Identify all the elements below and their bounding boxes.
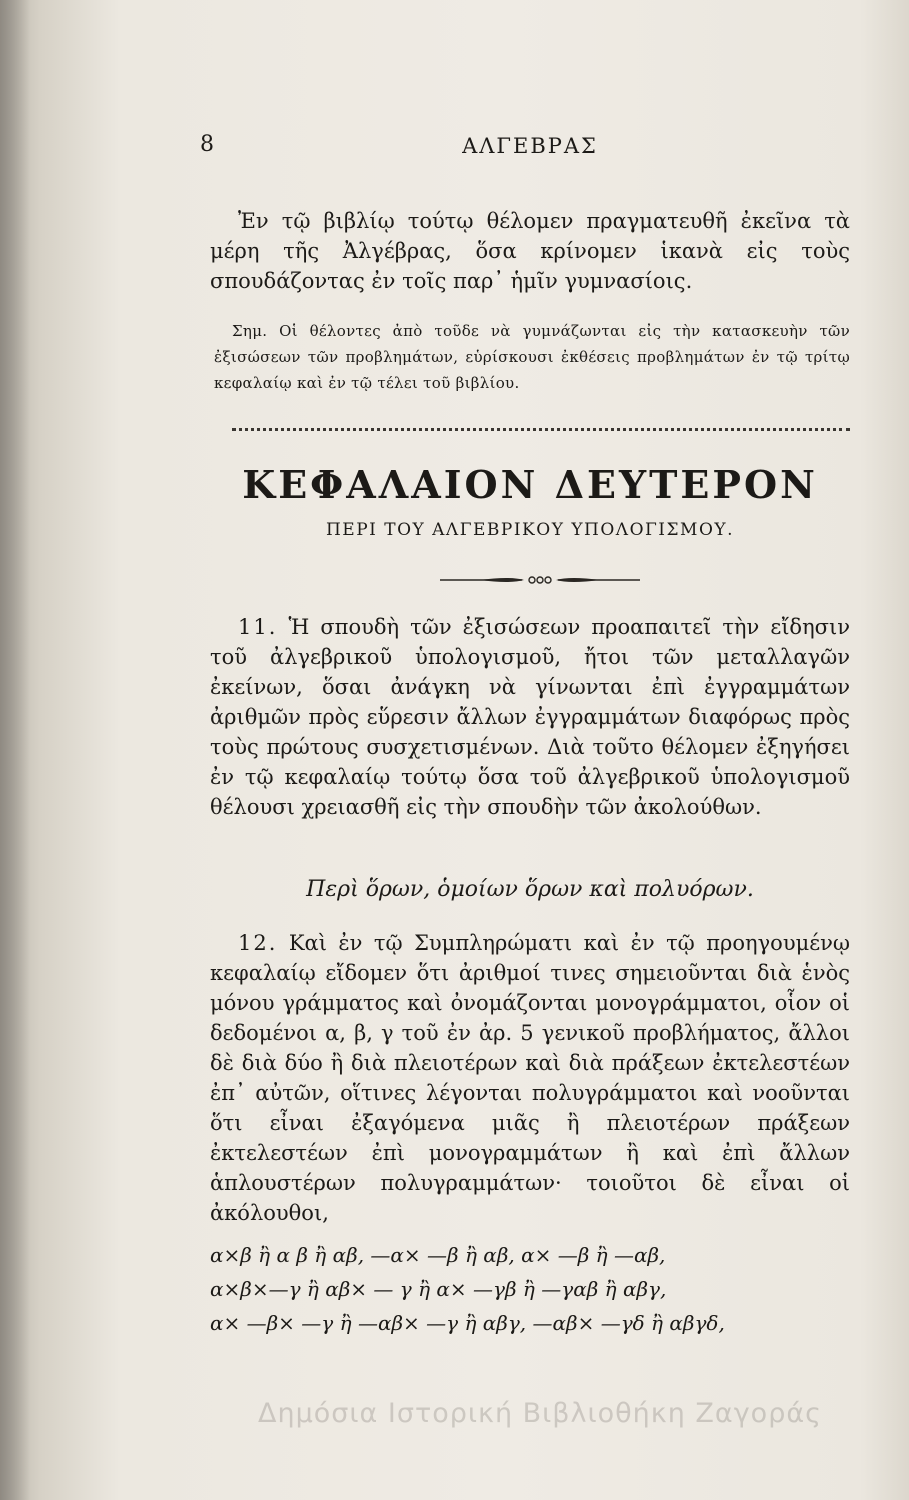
- formula-line: α× —β× —γ ἢ —αβ× —γ ἢ αβγ, —αβ× —γδ ἢ αβγδ,: [210, 1311, 725, 1335]
- chapter-subtitle: ΠΕΡΙ ΤΟΥ ΑΛΓΕΒΡΙΚΟΥ ΥΠΟΛΟΓΙΣΜΟΥ.: [325, 520, 735, 540]
- formula-line: α×β ἢ α β ἢ αβ, —α× —β ἢ αβ, α× —β ἢ —αβ,: [210, 1243, 666, 1267]
- section-11-paragraph: [210, 612, 850, 822]
- section-11-text: Ἡ σπουδὴ τῶν ἐξισώσεων προαπαιτεῖ τὴν εἴδησιν τοῦ ἀλγεβρικοῦ ὑπολογισμοῦ, ἤτοι τῶν μεταλλαγῶν ἐκείνων, ὅσαι ἀνάγκη νὰ γίνωνται ἐπὶ ἐγγραμμάτων ἀριθμῶν πρὸς εὕρεσιν ἄλλων ἐγγραμμάτων διαφόρως πρὸς τοὺς πρώτους συσχετισμένων. Διὰ τοῦτο θέλομεν ἐξηγήσει ἐν τῷ κεφαλαίῳ τούτῳ ὅσα τοῦ ἀλγεβρικοῦ ὑπολογισμοῦ θέλουσι χρειασθῆ εἰς τὴν σπουδὴν τῶν ἀκολούθων.: [210, 615, 850, 819]
- library-watermark: Δημόσια Ιστορική Βιβλιοθήκη Ζαγοράς: [258, 1398, 822, 1429]
- section-11: [210, 612, 850, 822]
- note-block: [214, 318, 850, 396]
- section-12-number: 12.: [238, 931, 278, 955]
- formula-line: α×β×—γ ἢ αβ× — γ ἢ α× —γβ ἢ —γαβ ἢ αβγ,: [210, 1277, 667, 1301]
- intro-block: [210, 206, 850, 296]
- intro-paragraph: Ἐν τῷ βιβλίῳ τούτῳ θέλομεν πραγματευθῆ ἐκεῖνα τὰ μέρη τῆς Ἀλγέβρας, ὅσα κρίνομεν ἱκανὰ εἰς τοὺς σπουδάζοντας ἐν τοῖς παρ᾿ ἡμῖν γυμνασίοις.: [210, 209, 850, 293]
- binding-shadow: [0, 0, 30, 1500]
- section-12-text: Καὶ ἐν τῷ Συμπληρώματι καὶ ἐν τῷ προηγουμένῳ κεφαλαίῳ εἴδομεν ὅτι ἀριθμοί τινες σημειοῦνται διὰ ἑνὸς μόνου γράμματος καὶ ὀνομάζονται μονογράμματοι, οἷον οἱ δεδομένοι α, β, γ τοῦ ἐν ἀρ. 5 γενικοῦ προβλήματος, ἄλλοι δὲ διὰ δύο ἢ διὰ πλειοτέρων καὶ διὰ πράξεων ἐκτελεστέων ἐπ᾿ αὐτῶν, οἵτινες λέγονται πολυγράμματοι καὶ νοοῦνται ὅτι εἶναι ἐξαγόμενα μιᾶς ἢ πλειοτέρων πράξεων ἐκτελεστέων ἐπὶ μονογραμμάτων ἢ καὶ ἐπὶ ἄλλων ἁπλουστέρων πολυγραμμάτων· τοιοῦτοι δὲ εἶναι οἱ ἀκόλουθοι,: [210, 931, 850, 1225]
- running-head: [200, 132, 860, 162]
- ornament-divider: [440, 574, 640, 586]
- chapter-title: ΚΕΦΑΛΑΙΟΝ ΔΕΥΤΕΡΟΝ: [242, 462, 818, 507]
- note-paragraph: Σημ. Οἱ θέλοντες ἀπὸ τοῦδε νὰ γυμνάζωνται εἰς τὴν κατασκευὴν τῶν ἐξισώσεων τῶν προβλημάτων, εὑρίσκουσι ἐκθέσεις προβλημάτων ἐν τῷ τρίτῳ κεφαλαίῳ καὶ ἐν τῷ τέλει τοῦ βιβλίου.: [214, 322, 850, 392]
- section-heading: Περὶ ὅρων, ὁμοίων ὅρων καὶ πολυόρων.: [306, 877, 754, 902]
- section-11-number: 11.: [238, 615, 278, 639]
- running-title: ΑΛΓΕΒΡΑΣ: [462, 134, 598, 158]
- formula-list: [210, 1238, 850, 1340]
- dotted-divider: [232, 428, 850, 431]
- section-12-paragraph: [210, 928, 850, 1228]
- section-12: [210, 928, 850, 1228]
- page-number: 8: [200, 132, 214, 157]
